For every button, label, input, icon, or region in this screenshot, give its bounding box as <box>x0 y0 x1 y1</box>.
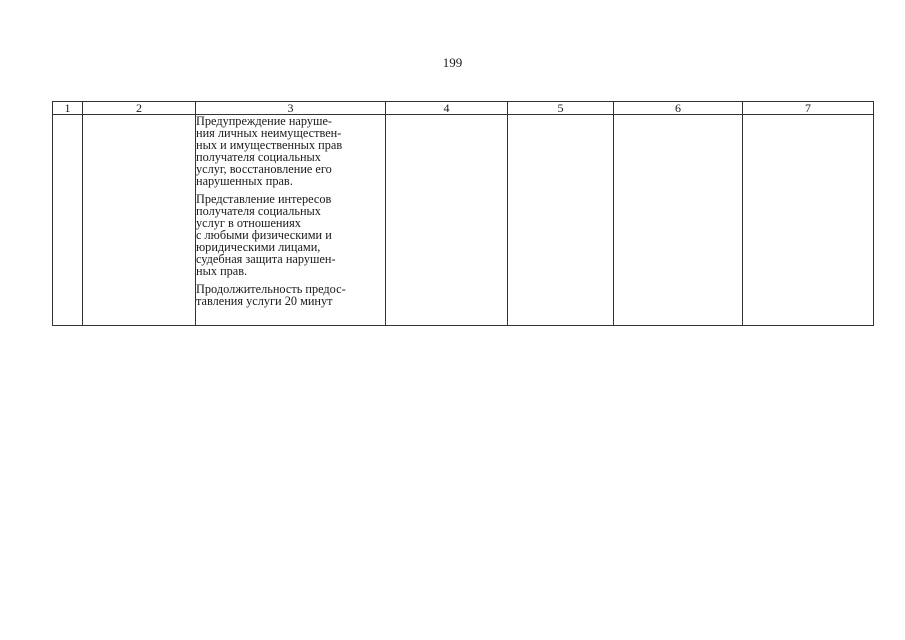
table-header-row <box>53 102 874 115</box>
duration-paragraph: Продолжительность предос- тавления услуги 20 минут <box>196 282 346 308</box>
table-cell-col6 <box>614 115 743 326</box>
table-row <box>53 115 874 326</box>
table-cell-col2 <box>83 115 196 326</box>
services-table <box>52 101 874 326</box>
table-cell-col3 <box>196 115 386 326</box>
column-header-3: 3 <box>196 102 386 115</box>
table-cell-col4 <box>386 115 508 326</box>
service-description-paragraph: Предупреждение наруше- ния личных неимуществен- ных и имущественных прав получателя социальных услуг, восстановление его нарушенных прав. <box>196 114 343 188</box>
table-cell-col7 <box>743 115 874 326</box>
table-cell-col1 <box>53 115 83 326</box>
column-header-5: 5 <box>508 102 614 115</box>
column-header-7: 7 <box>743 102 874 115</box>
page-number: 199 <box>442 55 463 70</box>
column-header-1: 1 <box>53 102 83 115</box>
column-header-2: 2 <box>83 102 196 115</box>
representation-paragraph: Представление интересов получателя социальных услуг в отношениях с любыми физическими и юридическими лицами, судебная защита нарушен- ных прав. <box>196 192 336 278</box>
column-header-4: 4 <box>386 102 508 115</box>
column-header-6: 6 <box>614 102 743 115</box>
table-cell-col5 <box>508 115 614 326</box>
